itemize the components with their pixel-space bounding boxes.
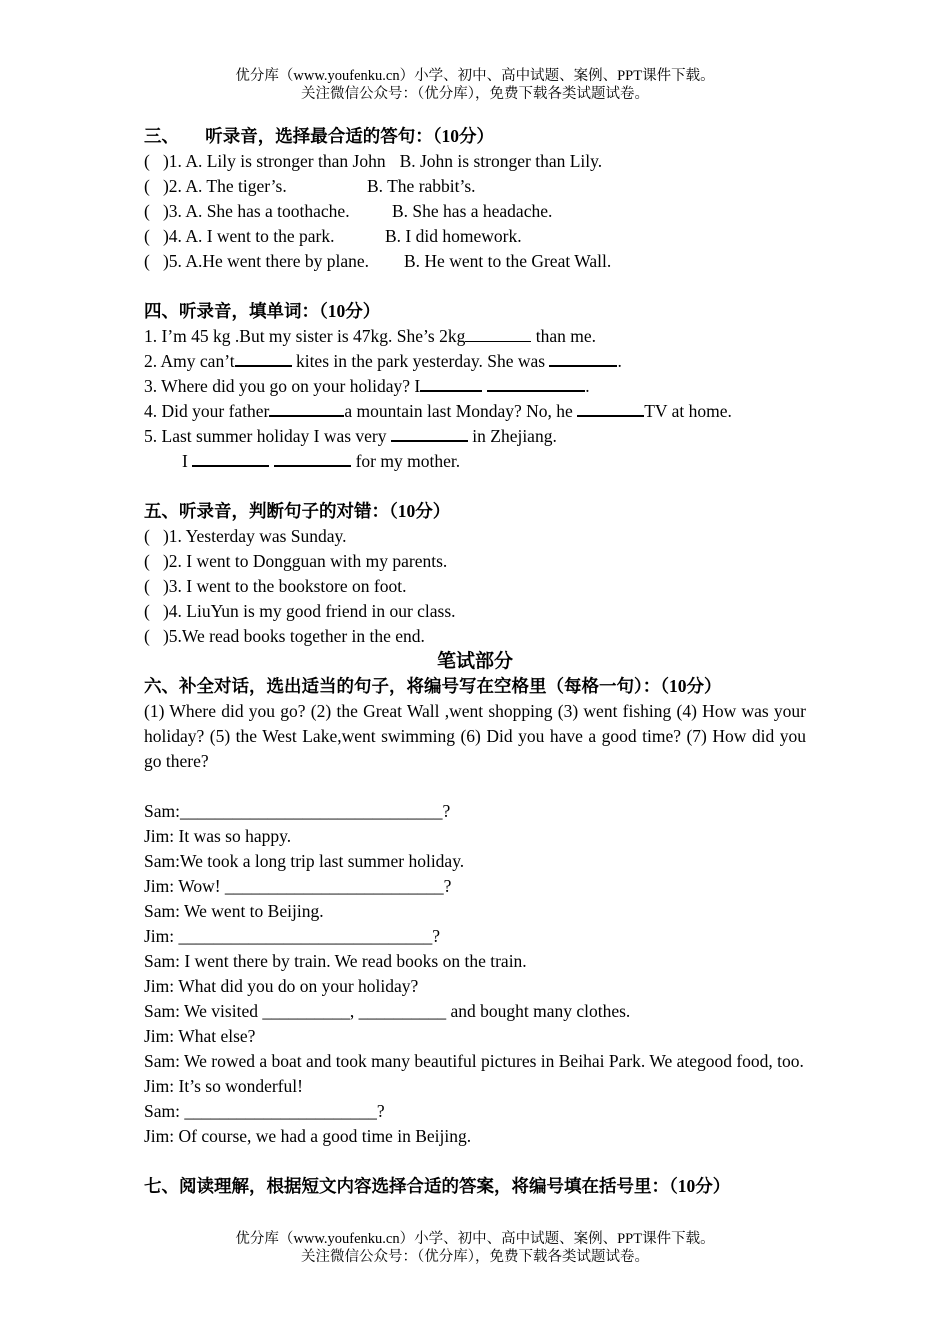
s3-item-2-a: ( )2. A. The tiger’s. bbox=[144, 176, 287, 196]
s4-q3-blank-1[interactable] bbox=[420, 374, 482, 392]
s4-q3-tail: . bbox=[585, 376, 590, 396]
dialog-line-14: Jim: Of course, we had a good time in Beijing. bbox=[144, 1126, 472, 1146]
s4-q2-blank-1[interactable] bbox=[235, 349, 292, 367]
s4-q4-tail: TV at home. bbox=[644, 401, 732, 421]
s5-item-5: ( )5.We read books together in the end. bbox=[144, 626, 425, 646]
s3-item-5 bbox=[144, 249, 806, 274]
s4-q5-text: 5. Last summer holiday I was very bbox=[144, 426, 391, 446]
s3-item-2 bbox=[144, 174, 806, 199]
s4-q5-blank-1[interactable] bbox=[391, 424, 468, 442]
s4-q1-blank[interactable] bbox=[465, 325, 531, 342]
s4-q3-blank-2[interactable] bbox=[487, 374, 585, 392]
footer-line-1: 优分库（www.youfenku.cn）小学、初中、高中试题、案例、PPT课件下载。 bbox=[235, 1231, 715, 1247]
s4-q4 bbox=[144, 399, 806, 424]
dialog-line-8: Jim: What did you do on your holiday? bbox=[144, 976, 419, 996]
s4-q5-blank-3[interactable] bbox=[274, 449, 351, 467]
section-6-title: 六、补全对话，选出适当的句子，将编号写在空格里（每格一句）：（10分） bbox=[144, 676, 722, 696]
s4-q4-mid: a mountain last Monday? No, he bbox=[344, 401, 578, 421]
s4-q4-blank-2[interactable] bbox=[577, 399, 644, 417]
s4-q5-tail: in Zhejiang. bbox=[467, 426, 557, 446]
dialog-line-6: Jim: _____________________________? bbox=[144, 926, 441, 946]
s3-item-5-b: B. He went to the Great Wall. bbox=[404, 251, 612, 271]
s4-q2-blank-2[interactable] bbox=[549, 349, 617, 367]
dialog-line-13: Sam: ______________________? bbox=[144, 1101, 385, 1121]
s3-item-3 bbox=[144, 199, 806, 224]
dialog-line-5: Sam: We went to Beijing. bbox=[144, 901, 324, 921]
dialog-line-10: Jim: What else? bbox=[144, 1026, 256, 1046]
dialog-line-7: Sam: I went there by train. We read books on the train. bbox=[144, 951, 527, 971]
s4-q2-mid: kites in the park yesterday. She was bbox=[291, 351, 550, 371]
page-footer bbox=[0, 1230, 950, 1266]
dialog-line-11: Sam: We rowed a boat and took many beautiful pictures in Beihai Park. We ategood food, too. bbox=[144, 1051, 804, 1071]
footer-line-2: 关注微信公众号：（优分库），免费下载各类试题试卷。 bbox=[301, 1249, 649, 1265]
s3-item-4-b: B. I did homework. bbox=[385, 226, 522, 246]
section-5-title: 五、听录音，判断句子的对错：（10分） bbox=[144, 501, 451, 521]
s4-q5 bbox=[144, 424, 806, 449]
s5-item-4: ( )4. LiuYun is my good friend in our class. bbox=[144, 601, 456, 621]
s4-q2-tail: . bbox=[617, 351, 622, 371]
header-line-2: 关注微信公众号：（优分库），免费下载各类试题试卷。 bbox=[301, 86, 649, 102]
s4-q3-text: 3. Where did you go on your holiday? I bbox=[144, 376, 421, 396]
section-7-title: 七、阅读理解，根据短文内容选择合适的答案，将编号填在括号里：（10分） bbox=[144, 1176, 731, 1196]
s4-q1-text: 1. I’m 45 kg .But my sister is 47kg. She’s 2kg bbox=[144, 326, 466, 346]
dialog-line-3: Sam:We took a long trip last summer holiday. bbox=[144, 851, 465, 871]
s5-item-1: ( )1. Yesterday was Sunday. bbox=[144, 526, 347, 546]
dialog-line-12: Jim: It’s so wonderful! bbox=[144, 1076, 303, 1096]
s4-q1-tail: than me. bbox=[531, 326, 596, 346]
s3-item-3-b: B. She has a headache. bbox=[392, 201, 553, 221]
s4-q4-text: 4. Did your father bbox=[144, 401, 270, 421]
dialog-line-4: Jim: Wow! _________________________? bbox=[144, 876, 452, 896]
dialog-line-9: Sam: We visited __________, __________ and bought many clothes. bbox=[144, 1001, 631, 1021]
s4-q3 bbox=[144, 374, 806, 399]
section-4-title: 四、听录音，填单词：（10分） bbox=[144, 301, 381, 321]
s3-item-1-a: ( )1. A. Lily is stronger than John bbox=[144, 151, 386, 171]
s3-item-4-a: ( )4. A. I went to the park. bbox=[144, 226, 335, 246]
s4-q5-cont bbox=[144, 449, 806, 474]
s4-q5-cont-tail: for my mother. bbox=[351, 451, 461, 471]
s4-q5-blank-2[interactable] bbox=[192, 449, 269, 467]
worksheet-content bbox=[144, 124, 806, 1199]
s3-item-4 bbox=[144, 224, 806, 249]
s4-q2-text: 2. Amy can’t bbox=[144, 351, 235, 371]
written-part-title: 笔试部分 bbox=[436, 651, 513, 672]
s3-item-2-b: B. The rabbit’s. bbox=[367, 176, 476, 196]
page-header bbox=[0, 67, 950, 103]
s4-q5-cont-text: I bbox=[182, 451, 193, 471]
dialog-line-1: Sam:______________________________? bbox=[144, 801, 451, 821]
s3-item-1 bbox=[144, 149, 806, 174]
s4-q2 bbox=[144, 349, 806, 374]
s4-q1 bbox=[144, 324, 806, 349]
s3-item-1-b: B. John is stronger than Lily. bbox=[399, 151, 603, 171]
section-3-title: 三、 听录音，选择最合适的答句：（10分） bbox=[144, 126, 494, 146]
s6-options: (1) Where did you go? (2) the Great Wall ,went shopping (3) went fishing (4) How was your holiday? (5) the West Lake,went swimming (6) Did you have a good time? (7) How did you go there? bbox=[144, 701, 806, 771]
s5-item-2: ( )2. I went to Dongguan with my parents. bbox=[144, 551, 448, 571]
dialog-line-2: Jim: It was so happy. bbox=[144, 826, 292, 846]
s3-item-3-a: ( )3. A. She has a toothache. bbox=[144, 201, 350, 221]
s5-item-3: ( )3. I went to the bookstore on foot. bbox=[144, 576, 407, 596]
s4-q4-blank-1[interactable] bbox=[269, 399, 344, 417]
s3-item-5-a: ( )5. A.He went there by plane. bbox=[144, 251, 369, 271]
header-line-1: 优分库（www.youfenku.cn）小学、初中、高中试题、案例、PPT课件下载。 bbox=[235, 68, 715, 84]
